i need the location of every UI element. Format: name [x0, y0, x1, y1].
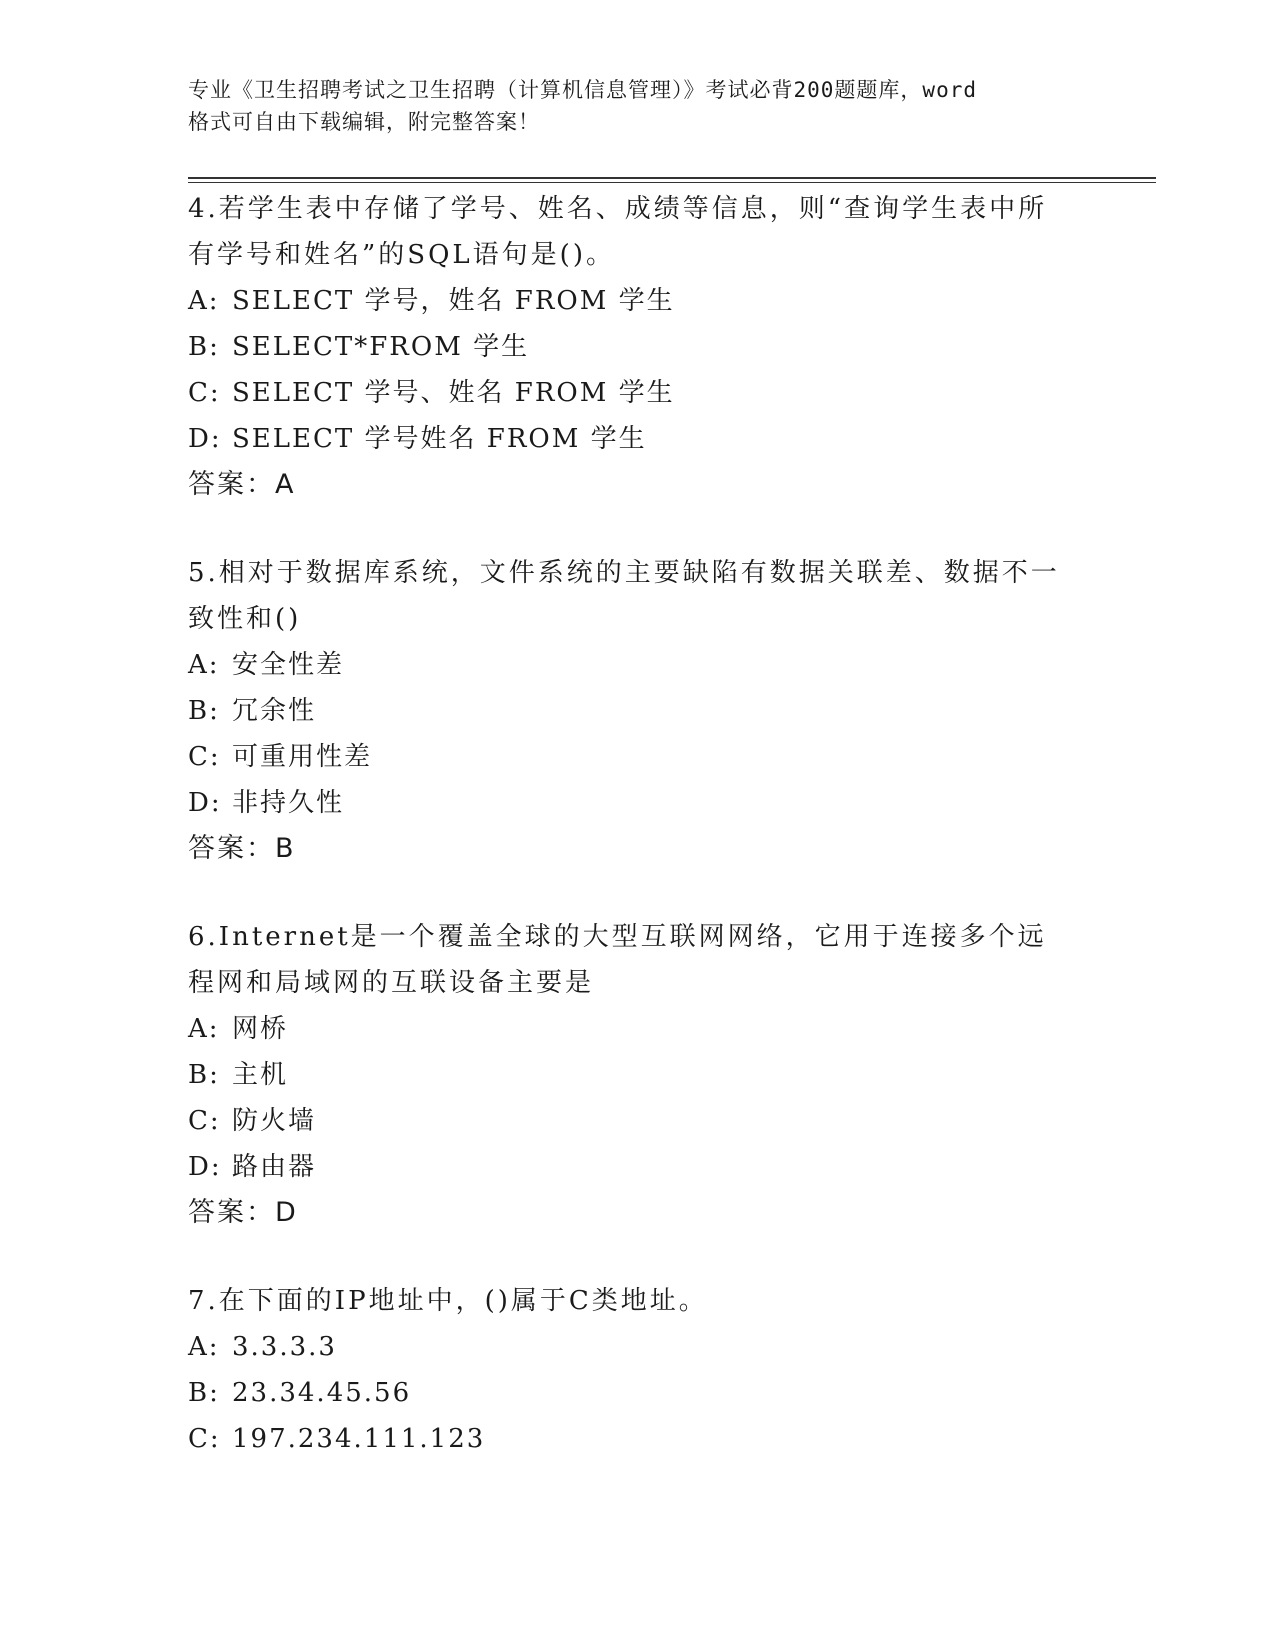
question-stem: 7.在下面的IP地址中，()属于C类地址。 — [188, 1286, 708, 1316]
option-a — [188, 1324, 1068, 1370]
option-letter: D: — [188, 424, 222, 454]
option-text: 23.34.45.56 — [232, 1378, 412, 1408]
question-7 — [188, 1278, 1068, 1462]
option-c — [188, 734, 1068, 780]
option-text: SELECT 学号、姓名 FROM 学生 — [232, 378, 675, 408]
question-5 — [188, 550, 1068, 872]
answer-line: 答案：D — [188, 1197, 298, 1228]
option-letter: B: — [188, 332, 220, 362]
option-d — [188, 1144, 1068, 1190]
option-letter: D: — [188, 788, 222, 818]
option-text: 3.3.3.3 — [232, 1332, 337, 1362]
answer-line: 答案：B — [188, 833, 296, 864]
document-header — [188, 74, 1088, 138]
option-a — [188, 642, 1068, 688]
option-a — [188, 1006, 1068, 1052]
header-line-2: 格式可自由下载编辑，附完整答案！ — [188, 110, 540, 134]
option-letter: A: — [188, 1014, 220, 1044]
option-letter: A: — [188, 650, 220, 680]
option-b — [188, 324, 1068, 370]
option-text: 防火墙 — [232, 1106, 317, 1136]
option-text: SELECT*FROM 学生 — [232, 332, 530, 362]
option-text: 网桥 — [232, 1014, 289, 1044]
question-4 — [188, 186, 1068, 508]
option-text: SELECT 学号，姓名 FROM 学生 — [232, 286, 675, 316]
option-letter: B: — [188, 1378, 220, 1408]
option-letter: B: — [188, 1060, 220, 1090]
option-letter: D: — [188, 1152, 222, 1182]
option-letter: A: — [188, 286, 220, 316]
question-stem: 5.相对于数据库系统，文件系统的主要缺陷有数据关联差、数据不一致性和() — [188, 558, 1060, 634]
option-text: 主机 — [232, 1060, 289, 1090]
option-b — [188, 688, 1068, 734]
option-d — [188, 416, 1068, 462]
option-c — [188, 370, 1068, 416]
option-letter: C: — [188, 1424, 221, 1454]
option-text: 安全性差 — [232, 650, 345, 680]
option-a — [188, 278, 1068, 324]
question-list — [188, 186, 1068, 1504]
option-b — [188, 1052, 1068, 1098]
option-b — [188, 1370, 1068, 1416]
option-text: 冗余性 — [232, 696, 317, 726]
option-letter: A: — [188, 1332, 220, 1362]
option-text: 非持久性 — [232, 788, 345, 818]
header-line-1: 专业《卫生招聘考试之卫生招聘（计算机信息管理）》考试必背200题题库，word — [188, 78, 977, 102]
option-letter: C: — [188, 742, 221, 772]
option-c — [188, 1416, 1068, 1462]
answer-line: 答案：A — [188, 469, 296, 500]
option-letter: C: — [188, 1106, 221, 1136]
option-text: 路由器 — [232, 1152, 317, 1182]
option-letter: B: — [188, 696, 220, 726]
question-6 — [188, 914, 1068, 1236]
question-stem: 4.若学生表中存储了学号、姓名、成绩等信息，则“查询学生表中所有学号和姓名”的SQL语句是()。 — [188, 194, 1048, 270]
option-text: 可重用性差 — [232, 742, 373, 772]
option-d — [188, 780, 1068, 826]
option-c — [188, 1098, 1068, 1144]
option-text: 197.234.111.123 — [232, 1424, 486, 1454]
question-stem: 6.Internet是一个覆盖全球的大型互联网网络，它用于连接多个远程网和局域网的互联设备主要是 — [188, 922, 1047, 998]
option-text: SELECT 学号姓名 FROM 学生 — [232, 424, 647, 454]
header-divider-thin — [188, 182, 1156, 183]
option-letter: C: — [188, 378, 221, 408]
header-divider-thick — [188, 177, 1156, 179]
